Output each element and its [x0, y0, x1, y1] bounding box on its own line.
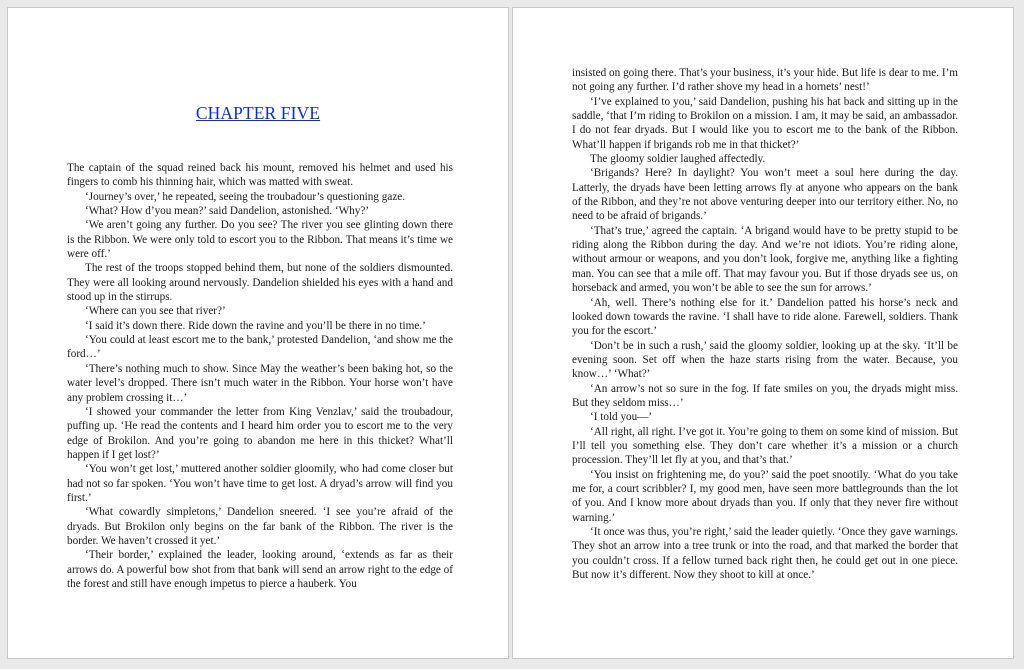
left-page [7, 7, 509, 659]
paragraph: ‘Don’t be in such a rush,’ said the gloomy soldier, looking up at the sky. ‘It’ll be evening soon. Set off when the haze starts rising from the water. Because, you know…’ ‘What?’ [572, 339, 958, 381]
paragraph: ‘Their border,’ explained the leader, looking around, ‘extends as far as their arrows do. A powerful bow shot from that bank will send an arrow right to the edge of the forest and still have enough impetus to pierce a hauberk. You [67, 549, 453, 590]
paragraph: ‘Where can you see that river?’ [85, 305, 226, 318]
paragraph: ‘What? How d’you mean?’ said Dandelion, astonished. ‘Why?’ [85, 205, 370, 218]
paragraph: ‘I said it’s down there. Ride down the ravine and you’ll be there in no time.’ [85, 319, 426, 332]
paragraph: ‘Journey’s over,’ he repeated, seeing the troubadour’s questioning gaze. [85, 190, 406, 203]
paragraph: ‘It once was thus, you’re right,’ said the leader quietly. ‘Once they gave warnings. They shot an arrow into a tree trunk or into the road, and that marked the border that you couldn’t cross. If a fellow turned back right then, he could get out in one piece. But now it’s different. Now they shoot to kill at once.’ [572, 526, 958, 582]
paragraph: ‘What cowardly simpletons,’ Dandelion sneered. ‘I see you’re afraid of the dryads. But Brokilon only begins on the far bank of the Ribbon. The river is the border. We haven’t crossed it yet.’ [67, 506, 453, 547]
paragraph: insisted on going there. That’s your business, it’s your hide. But life is dear to me. I’m not going any further. I’d rather shove my head in a hornets’ nest!’ [572, 67, 958, 94]
chapter-title[interactable]: CHAPTER FIVE [195, 103, 321, 123]
paragraph: ‘There’s nothing much to show. Since May the weather’s been baking hot, so the water level’s dropped. There isn’t much water in the Ribbon. Your horse won’t have any problem crossing it…’ [67, 362, 453, 404]
paragraph: ‘Ah, well. There’s nothing else for it.’ Dandelion patted his horse’s neck and looked down towards the ravine. ‘I shall have to ride alone. Farewell, soldiers. Thank you for the escort.’ [572, 296, 958, 338]
paragraph: ‘Brigands? Here? In daylight? You won’t meet a soul here during the day. Latterly, the dryads have been letting arrows fly at anyone who appears on the bank of the Ribbon, and they’re not above venturing deeper into our territory either. No, no need to be afraid of brigands.’ [572, 167, 958, 223]
paragraph: ‘I showed your commander the letter from King Venzlav,’ said the troubadour, puffing up. ‘He read the contents and I heard him order you to escort me to the very edge of Brokilon. And you’re going to abandon me here in this thicket? What’ll happen if I get lost?’ [67, 405, 453, 461]
paragraph: ‘You insist on frightening me, do you?’ said the poet snootily. ‘What do you take me for, a court scribbler? I, my good men, have seen more battlegrounds than the lot of you. And I know more about dryads than you. If only that they never fire without warning.’ [572, 468, 958, 524]
paragraph: The captain of the squad reined back his mount, removed his helmet and used his fingers to comb his thinning hair, which was matted with sweat. [67, 162, 453, 189]
paragraph: ‘That’s true,’ agreed the captain. ‘A brigand would have to be pretty stupid to be riding along the Ribbon during the day. And we’re not idiots. You’re riding alone, without armour or weapons, and you don’t look, forgive me, anything like a fighting man. You can see that a mile off. That may favour you. But if those dryads see us, on horseback and armed, you won’t be able to see the sun for arrows.’ [572, 224, 958, 295]
paragraph: The gloomy soldier laughed affectedly. [590, 153, 766, 166]
right-page-text [572, 66, 958, 582]
left-page-text [67, 161, 453, 591]
paragraph: ‘We aren’t going any further. Do you see? The river you see glinting down there is the Ribbon. We were only told to escort you to the Ribbon. That means it’s time we were off.’ [67, 219, 453, 261]
paragraph: ‘You could at least escort me to the bank,’ protested Dandelion, ‘and show me the ford…’ [67, 334, 453, 361]
paragraph: ‘You won’t get lost,’ muttered another soldier gloomily, who had come closer but had not so far spoken. ‘You won’t have time to get lost. A dryad’s arrow will find you first.’ [67, 463, 453, 504]
right-page [512, 7, 1014, 659]
paragraph: ‘I’ve explained to you,’ said Dandelion, pushing his hat back and sitting up in the saddle, ‘that I’m riding to Brokilon on a mission. I am, it may be said, an ambassador. I do not fear dryads. But I would like you to escort me to the bank of the Ribbon. What’ll happen if brigands rob me in that thicket?’ [572, 95, 958, 151]
paragraph: The rest of the troops stopped behind them, but none of the soldiers dismounted. They were all looking around nervously. Dandelion shielded his eyes with a hand and stood up in the stirrups. [67, 262, 453, 304]
paragraph: ‘I told you—’ [590, 411, 653, 424]
paragraph: ‘An arrow’s not so sure in the fog. If fate smiles on you, the dryads might miss. But they seldom miss…’ [572, 382, 958, 409]
paragraph: ‘All right, all right. I’ve got it. You’re going to them on some kind of mission. But I’ll tell you something else. They don’t care whether it’s a mission or a church procession. They’ll let fly at you, and that’s that.’ [572, 425, 958, 467]
